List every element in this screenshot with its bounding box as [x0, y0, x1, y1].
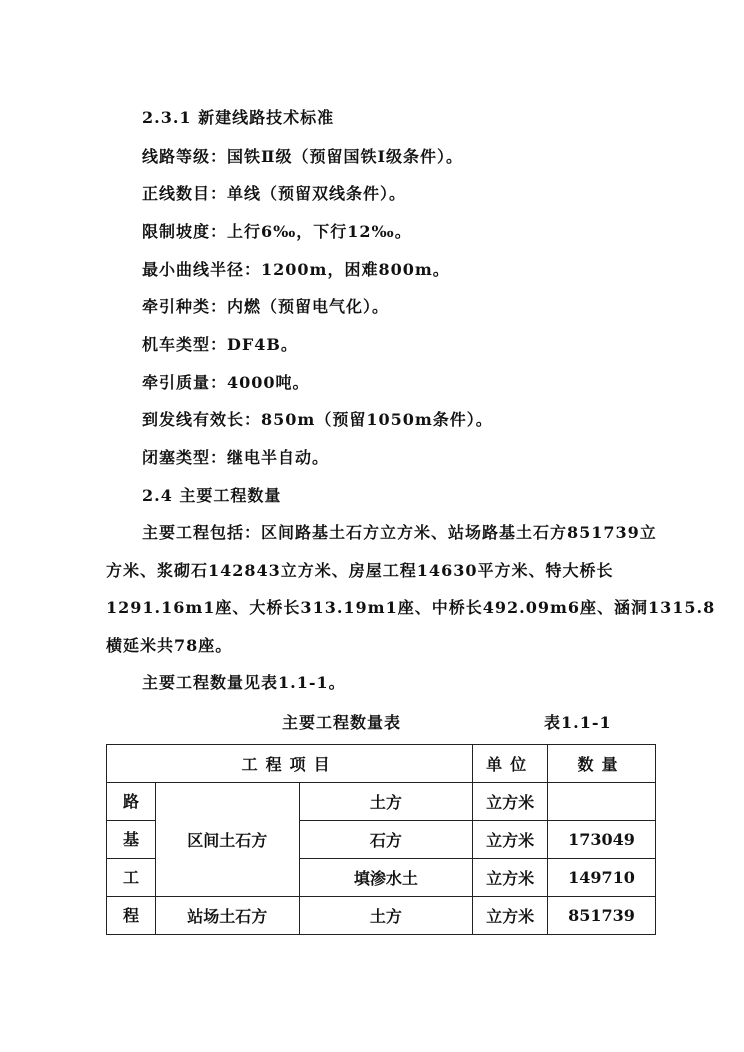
header-item: 工程项目: [107, 745, 473, 783]
standard-locomotive-type: 机车类型：DF4B。: [142, 335, 298, 354]
table-caption: 主要工程数量表: [282, 713, 402, 732]
group-cell: 区间土石方: [155, 783, 299, 897]
table-row: [107, 783, 656, 821]
standard-min-curve-radius: 最小曲线半径：1200m，困难800m。: [142, 260, 450, 279]
quantity-cell: 851739: [548, 897, 656, 935]
standard-ruling-gradient: 限制坡度：上行6‰，下行12‰。: [142, 222, 412, 241]
unit-cell: 立方米: [473, 897, 548, 935]
table-reference-text: 主要工程数量见表1.1-1。: [142, 673, 346, 692]
sub-item-cell: 填渗水土: [299, 859, 473, 897]
sub-item-cell: 土方: [299, 897, 473, 935]
category-char: 路: [107, 783, 156, 821]
sub-item-cell: 土方: [299, 783, 473, 821]
standard-siding-length: 到发线有效长：850m（预留1050m条件）。: [142, 410, 493, 429]
paragraph-line-4: 横延米共78座。: [106, 636, 233, 655]
category-char: 工: [107, 859, 156, 897]
table-row: [107, 897, 656, 935]
standard-main-line-count: 正线数目：单线（预留双线条件）。: [142, 184, 407, 203]
quantity-cell: [548, 783, 656, 821]
paragraph-line-3: 1291.16m1座、大桥长313.19m1座、中桥长492.09m6座、涵洞1315.8: [106, 598, 716, 617]
quantity-cell: 149710: [548, 859, 656, 897]
standard-block-type: 闭塞类型：继电半自动。: [142, 448, 330, 467]
section-heading-2-3-1: 2.3.1 新建线路技术标准: [142, 108, 335, 127]
table-number: 表1.1-1: [544, 713, 612, 732]
unit-cell: 立方米: [473, 821, 548, 859]
standard-line-grade: 线路等级：国铁Ⅱ级（预留国铁Ⅰ级条件）。: [142, 147, 463, 166]
standard-traction-type: 牵引种类：内燃（预留电气化）。: [142, 297, 390, 316]
group-cell: 站场土石方: [155, 897, 299, 935]
category-char: 基: [107, 821, 156, 859]
standard-traction-mass: 牵引质量：4000吨。: [142, 373, 310, 392]
paragraph-line-1: 主要工程包括：区间路基土石方立方米、站场路基土石方851739立: [142, 523, 657, 542]
section-heading-2-4: 2.4 主要工程数量: [142, 486, 282, 505]
table-header-row: [107, 745, 656, 783]
quantities-table: [106, 744, 656, 935]
quantity-cell: 173049: [548, 821, 656, 859]
header-unit: 单位: [473, 745, 548, 783]
unit-cell: 立方米: [473, 859, 548, 897]
sub-item-cell: 石方: [299, 821, 473, 859]
unit-cell: 立方米: [473, 783, 548, 821]
category-char: 程: [107, 897, 156, 935]
header-quantity: 数量: [548, 745, 656, 783]
paragraph-line-2: 方米、浆砌石142843立方米、房屋工程14630平方米、特大桥长: [106, 561, 614, 580]
